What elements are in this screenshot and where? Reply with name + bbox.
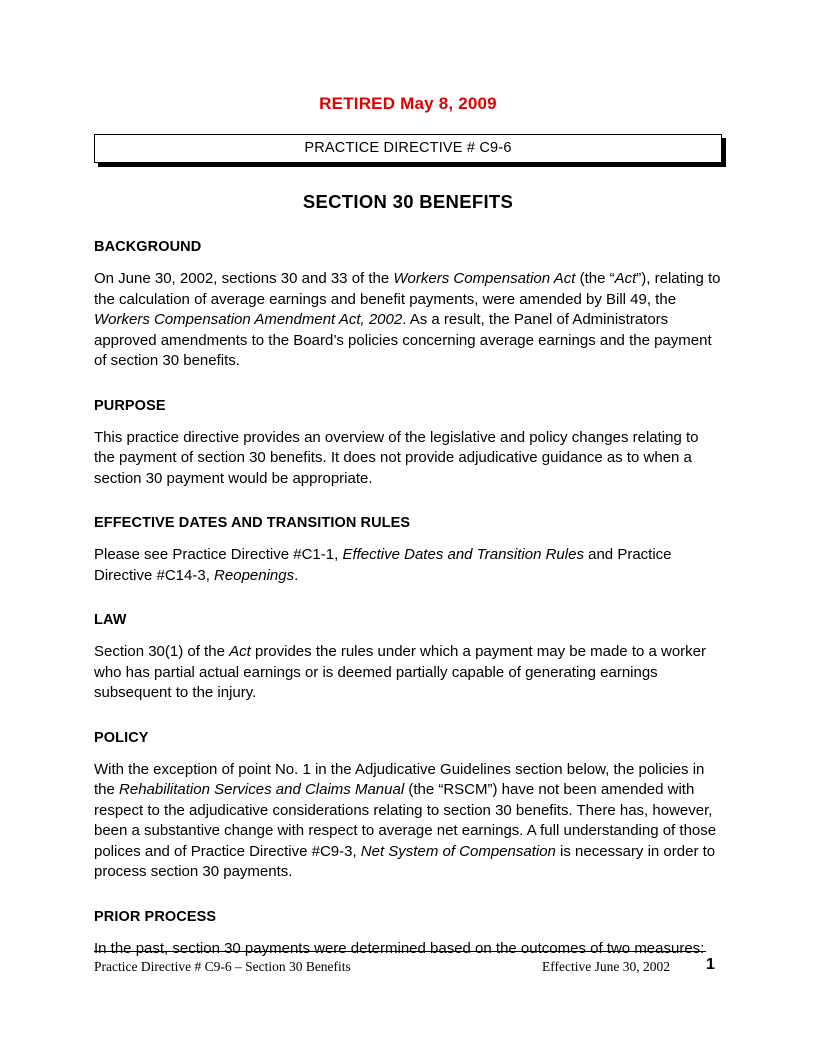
section-heading-prior-process: PRIOR PROCESS: [94, 908, 217, 925]
section-heading-policy: POLICY: [94, 729, 149, 746]
footer-left-text: Practice Directive # C9-6 – Section 30 Benefits: [94, 959, 351, 974]
section-paragraph-effective-dates: Please see Practice Directive #C1-1, Effective Dates and Transition Rules and Practice Directive #C14-3, Reopenings.: [94, 546, 672, 584]
footer-page-number: 1: [706, 956, 715, 973]
section-heading-purpose: PURPOSE: [94, 397, 166, 414]
section-paragraph-purpose: This practice directive provides an overview of the legislative and policy changes relating to the payment of section 30 benefits. It does not provide adjudicative guidance as to when a section 30 payment would be appropriate.: [94, 428, 699, 487]
section-paragraph-law: Section 30(1) of the Act provides the rules under which a payment may be made to a worker who has partial actual earnings or is deemed partially capable of generating earnings subsequent to the injury.: [94, 643, 707, 701]
retired-banner: RETIRED May 8, 2009: [319, 94, 497, 113]
page-title: SECTION 30 BENEFITS: [302, 191, 514, 212]
section-paragraph-background: On June 30, 2002, sections 30 and 33 of the Workers Compensation Act (the “Act”), relating to the calculation of average earnings and benefit payments, were amended by Bill 49, the Workers Compensation Amendment Act, 2002. As a result, the Panel of Administrators approved amendments to the Board’s policies concerning average earnings and the payment of section 30 benefits.: [94, 270, 721, 369]
section-paragraph-prior-process: In the past, section 30 payments were determined based on the outcomes of two measures:: [94, 939, 705, 957]
section-paragraph-policy: With the exception of point No. 1 in the Adjudicative Guidelines section below, the policies in the Rehabilitation Services and Claims Manual (the “RSCM”) have not been amended with respect to the adjudicative considerations relating to section 30 benefits. There has, however, been a substantive change with respect to average net earnings. A full understanding of those polices and of Practice Directive #C9-3, Net System of Compensation is necessary in order to process section 30 payments.: [94, 760, 717, 880]
section-heading-law: LAW: [94, 612, 127, 628]
section-heading-background: BACKGROUND: [94, 239, 202, 255]
document-content: [94, 0, 722, 959]
footer-effective-date: Effective June 30, 2002: [542, 959, 670, 974]
practice-directive-bar: [94, 134, 722, 163]
footer-divider: [94, 951, 706, 952]
practice-directive-label: PRACTICE DIRECTIVE # C9-6: [94, 134, 722, 163]
section-heading-effective-dates: EFFECTIVE DATES AND TRANSITION RULES: [94, 515, 411, 531]
